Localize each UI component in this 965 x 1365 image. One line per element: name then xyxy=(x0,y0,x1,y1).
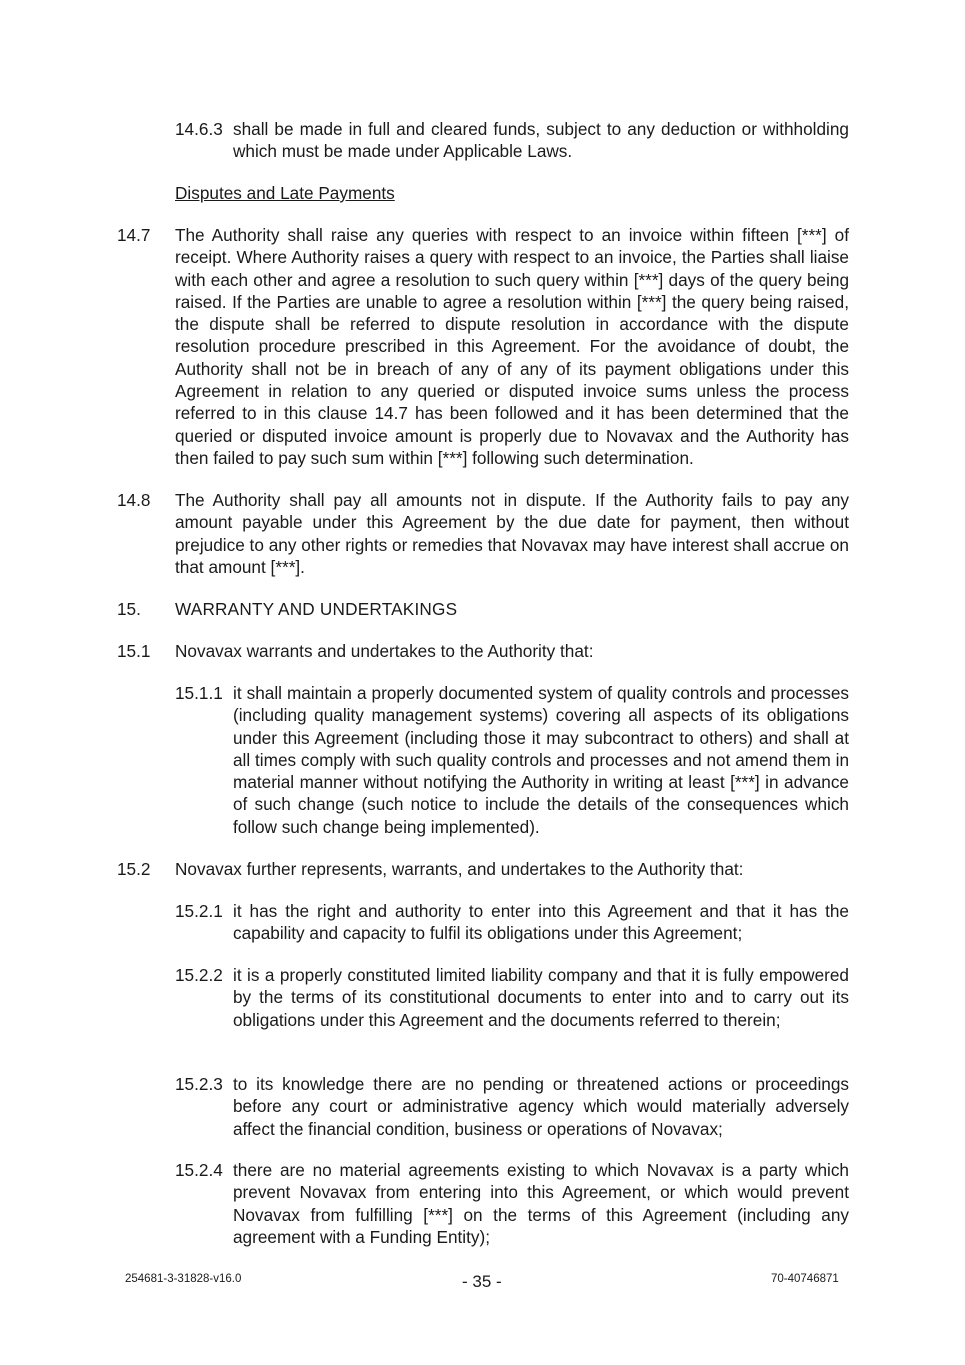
clause-text: it has the right and authority to enter into this Agreement and that it has the capability and capacity to fulfil its obligations under this Agreement; xyxy=(233,901,849,944)
clause-text: there are no material agreements existing to which Novavax is a party which prevent Novavax from entering into this Agreement, or which would prevent Novavax from fulfilling [***] on the terms of this Agreement (including any agreement with a Funding Entity); xyxy=(233,1160,849,1247)
section-heading: WARRANTY AND UNDERTAKINGS xyxy=(175,599,458,619)
section-subheading: Disputes and Late Payments xyxy=(175,183,395,203)
clause-number: 15.2 xyxy=(117,859,151,879)
clause-text: it is a properly constituted limited liability company and that it is fully empowered by the terms of its constitutional documents to enter into and to carry out its obligations under this Agreement and the documents referred to therein; xyxy=(233,965,849,1030)
clause-number: 15.1.1 xyxy=(175,683,223,703)
clause-number: 14.7 xyxy=(117,225,151,245)
footer-ref-right: 70-40746871 xyxy=(771,1273,839,1285)
clause-number: 15.2.3 xyxy=(175,1074,223,1094)
page-number: - 35 - xyxy=(462,1272,502,1291)
clause-text: shall be made in full and cleared funds, subject to any deduction or withholding which must be made under Applicable Laws. xyxy=(233,119,849,162)
clause-number: 15.2.2 xyxy=(175,965,223,985)
clause-number: 14.6.3 xyxy=(175,119,223,139)
clause-text: The Authority shall pay all amounts not in dispute. If the Authority fails to pay any amount payable under this Agreement by the due date for payment, then without prejudice to any other rights or remedies that Novavax may have interest shall accrue on that amount [***]. xyxy=(175,490,849,577)
clause-text: Novavax warrants and undertakes to the Authority that: xyxy=(175,641,594,661)
clause-text: Novavax further represents, warrants, and undertakes to the Authority that: xyxy=(175,859,744,879)
clause-number: 15.2.4 xyxy=(175,1160,223,1180)
clause-text: it shall maintain a properly documented system of quality controls and processes (including quality management systems) covering all aspects of its obligations under this Agreement (including those it may subcontract to others) and shall at all times comply with such quality controls and processes and not amend them in material manner without notifying the Authority in writing at least [***] in advance of such change (such notice to include the details of the consequences which follow such change being implemented). xyxy=(233,683,849,837)
clause-number: 15.1 xyxy=(117,641,151,661)
section-number: 15. xyxy=(117,599,141,619)
footer-doc-ref: 254681-3-31828-v16.0 xyxy=(125,1273,242,1285)
clause-number: 15.2.1 xyxy=(175,901,223,921)
clause-number: 14.8 xyxy=(117,490,151,510)
clause-text: to its knowledge there are no pending or threatened actions or proceedings before any court or administrative agency which would materially adversely affect the financial condition, business or operations of Novavax; xyxy=(233,1074,849,1139)
clause-text: The Authority shall raise any queries with respect to an invoice within fifteen [***] of receipt. Where Authority raises a query with respect to an invoice, the Parties shall liaise with each other and agree a resolution to such query within [***] days of the query being raised. If the Parties are unable to agree a resolution within [***] the query being raised, the dispute shall be referred to dispute resolution in accordance with the dispute resolution procedure prescribed in this Agreement. For the avoidance of doubt, the Authority shall not be in breach of any of any of its payment obligations under this Agreement in relation to any queried or disputed invoice sums unless the process referred to in this clause 14.7 has been followed and it has been determined that the queried or disputed invoice amount is properly due to Novavax and the Authority has then failed to pay such sum within [***] following such determination. xyxy=(175,225,849,468)
